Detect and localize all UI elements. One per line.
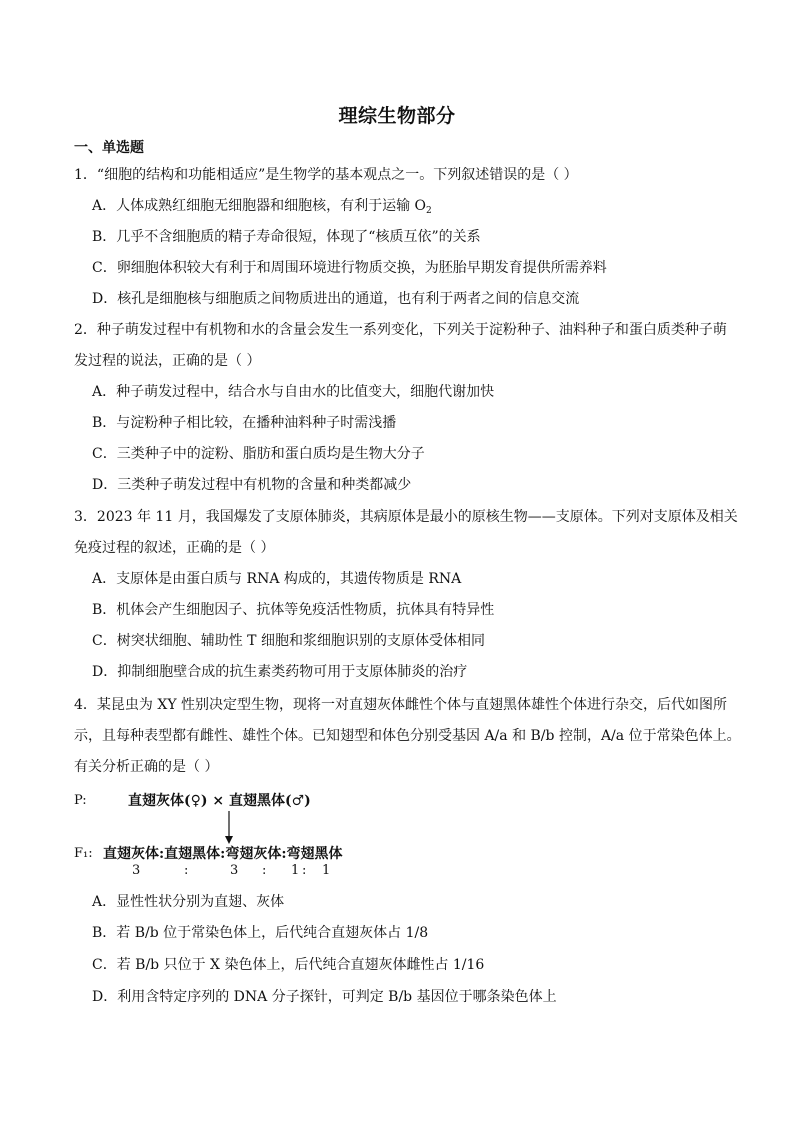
question-1-option-a: A．人体成熟红细胞无细胞器和细胞核，有利于运输 $O_2$	[92, 198, 432, 216]
cross-parents: 直翅灰体(♀) × 直翅黑体(♂)	[128, 793, 311, 809]
ratio-value: 1	[291, 863, 300, 878]
ratio-value: 1	[322, 863, 331, 878]
ratio-value: 3	[230, 863, 239, 878]
question-3-option-b: B．机体会产生细胞因子、抗体等免疫活性物质，抗体具有特异性	[92, 602, 495, 618]
ratio-value: 3	[132, 863, 141, 878]
cross-p-label: P:	[74, 793, 87, 808]
cross-offspring: 直翅灰体:直翅黑体:弯翅灰体:弯翅黑体	[103, 846, 343, 862]
question-2-option-c: C．三类种子中的淀粉、脂肪和蛋白质均是生物大分子	[92, 446, 425, 462]
question-4-option-a: A．显性性状分别为直翅、灰体	[92, 894, 285, 910]
question-4-option-c: C．若 B/b 只位于 X 染色体上，后代纯合直翅灰体雌性占 1/16	[92, 957, 485, 973]
question-3-option-d: D．抑制细胞壁合成的抗生素类药物可用于支原体肺炎的治疗	[92, 664, 468, 680]
question-1-option-c: C．卵细胞体积较大有利于和周围环境进行物质交换，为胚胎早期发育提供所需养料	[92, 260, 607, 276]
ratio-separator: :	[302, 863, 307, 878]
question-1-option-b: B．几乎不含细胞质的精子寿命很短，体现了“核质互依”的关系	[92, 229, 481, 245]
question-2-stem-line-2: 发过程的说法，正确的是（ ）	[74, 353, 261, 369]
question-1-option-d: D．核孔是细胞核与细胞质之间物质进出的通道，也有利于两者之间的信息交流	[92, 291, 580, 307]
question-2-stem-line-1: 2．种子萌发过程中有机物和水的含量会发生一系列变化，下列关于淀粉种子、油料种子和蛋白质类种子萌	[74, 322, 727, 338]
question-2-option-a: A．种子萌发过程中，结合水与自由水的比值变大，细胞代谢加快	[92, 384, 495, 400]
question-3-option-a: A．支原体是由蛋白质与 RNA 构成的，其遗传物质是 RNA	[92, 571, 462, 587]
ratio-separator: :	[184, 863, 189, 878]
question-3-stem-line-2: 免疫过程的叙述，正确的是（ ）	[74, 540, 275, 556]
question-4-option-d: D．利用含特定序列的 DNA 分子探针，可判定 B/b 基因位于哪条染色体上	[92, 989, 557, 1005]
question-4-stem-line-1: 4．某昆虫为 XY 性别决定型生物，现将一对直翅灰体雌性个体与直翅黑体雄性个体进行杂交，后代如图所	[74, 697, 728, 713]
question-4-stem-line-2: 示，且每种表型都有雌性、雄性个体。已知翅型和体色分别受基因 A/a 和 B/b 控制，A/a 位于常染色体上。	[74, 728, 741, 744]
cross-f1-label: F₁:	[74, 846, 93, 861]
question-4-option-b: B．若 B/b 位于常染色体上，后代纯合直翅灰体占 1/8	[92, 925, 429, 941]
page-title: 理综生物部分	[338, 105, 456, 127]
question-2-option-b: B．与淀粉种子相比较，在播种油料种子时需浅播	[92, 415, 397, 431]
question-3-stem-line-1: 3．2023 年 11 月，我国爆发了支原体肺炎，其病原体是最小的原核生物——支原体。下列对支原体及相关	[74, 509, 738, 525]
ratio-separator: :	[262, 863, 267, 878]
question-2-option-d: D．三类种子萌发过程中有机物的含量和种类都减少	[92, 477, 412, 493]
question-1-stem: 1．“细胞的结构和功能相适应”是生物学的基本观点之一。下列叙述错误的是（ ）	[74, 167, 578, 183]
question-3-option-c: C．树突状细胞、辅助性 T 细胞和浆细胞识别的支原体受体相同	[92, 633, 485, 649]
section-heading: 一、单选题	[74, 140, 144, 156]
question-4-stem-line-3: 有关分析正确的是（ ）	[74, 759, 219, 775]
